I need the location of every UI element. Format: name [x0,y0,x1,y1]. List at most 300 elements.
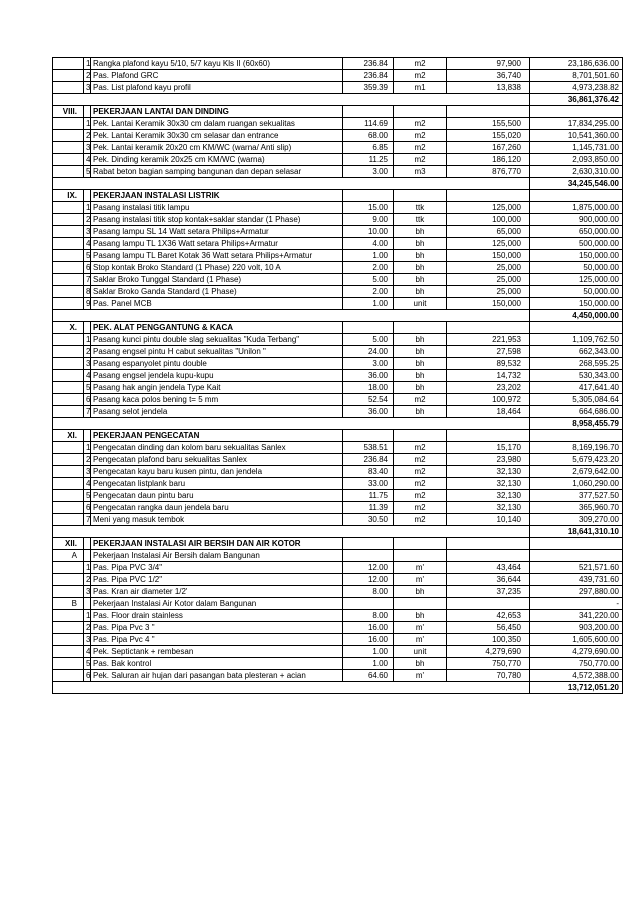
subtotal-row [53,310,623,322]
section-number: IX. [53,190,84,202]
table-row [53,478,623,490]
item-number [84,550,91,562]
item-unit: m2 [394,130,447,142]
unit-price: 42,653 [447,610,530,622]
unit-price: 18,464 [447,406,530,418]
section-number [53,214,84,226]
item-description: Rangka plafond kayu 5/10, 5/7 kayu Kls II (60x60) [91,58,343,70]
unit-price: 221,953 [447,334,530,346]
item-number: 6 [84,670,91,682]
subsection-row [53,550,623,562]
item-volume: 5.00 [343,274,394,286]
table-row [53,118,623,130]
line-total: 8,701,501.60 [530,70,623,82]
item-unit: m' [394,634,447,646]
item-unit [394,526,447,538]
item-volume: 1.00 [343,646,394,658]
section-number [53,406,84,418]
line-total: 5,679,423.20 [530,454,623,466]
item-description: Pas. Pipa Pvc 4 " [91,634,343,646]
item-number: 2 [84,130,91,142]
item-description: Pek. Dinding keramik 20x25 cm KM/WC (warna) [91,154,343,166]
item-unit: m2 [394,394,447,406]
item-unit: m2 [394,502,447,514]
item-description: Pengecatan listplank baru [91,478,343,490]
section-header-row [53,538,623,550]
item-number: 1 [84,442,91,454]
item-description: Pasang lampu TL Baret Kotak 36 Watt setara Philips+Armatur [91,250,343,262]
item-volume [343,430,394,442]
item-unit: bh [394,286,447,298]
item-number: 5 [84,490,91,502]
item-volume: 2.00 [343,262,394,274]
line-total: 2,679,642.00 [530,466,623,478]
section-number [53,142,84,154]
item-unit: m2 [394,142,447,154]
item-volume: 12.00 [343,574,394,586]
item-description: Pengecatan rangka daun jendela baru [91,502,343,514]
line-total [530,190,623,202]
item-description: Pengecatan dinding dan kolom baru sekualitas Sanlex [91,442,343,454]
item-unit: bh [394,382,447,394]
item-volume: 538.51 [343,442,394,454]
item-number: 4 [84,646,91,658]
item-volume: 11.75 [343,490,394,502]
unit-price [447,430,530,442]
item-description: Pasang instalasi titik stop kontak+saklar standar (1 Phase) [91,214,343,226]
item-description [91,418,343,430]
item-number: 1 [84,202,91,214]
line-total: 125,000.00 [530,274,623,286]
table-row [53,226,623,238]
item-description: Pasang instalasi titik lampu [91,202,343,214]
section-number [53,346,84,358]
item-description: Stop kontak Broko Standard (1 Phase) 220 volt, 10 A [91,262,343,274]
line-total: 2,630,310.00 [530,166,623,178]
item-number: 3 [84,82,91,94]
section-number [53,310,84,322]
item-unit [394,418,447,430]
section-number [53,166,84,178]
unit-price [447,538,530,550]
item-volume [343,178,394,190]
item-volume [343,598,394,610]
item-unit [394,178,447,190]
section-number [53,418,84,430]
section-number [53,634,84,646]
subtotal-value: 13,712,051.20 [530,682,623,694]
line-total: 750,770.00 [530,658,623,670]
item-number: 3 [84,586,91,598]
unit-price: 10,140 [447,514,530,526]
line-total [530,106,623,118]
table-row [53,502,623,514]
item-number: 7 [84,406,91,418]
section-number [53,490,84,502]
unit-price: 37,235 [447,586,530,598]
line-total [530,430,623,442]
table-row [53,298,623,310]
table-row [53,358,623,370]
line-total: 5,305,084.64 [530,394,623,406]
item-number: 5 [84,166,91,178]
item-volume: 1.00 [343,658,394,670]
item-unit: unit [394,298,447,310]
section-number [53,502,84,514]
line-total: 439,731.60 [530,574,623,586]
line-total: 650,000.00 [530,226,623,238]
item-description [91,178,343,190]
unit-price: 23,202 [447,382,530,394]
unit-price: 150,000 [447,250,530,262]
item-unit: m' [394,670,447,682]
line-total: 8,169,196.70 [530,442,623,454]
item-number: 3 [84,634,91,646]
item-unit: m3 [394,166,447,178]
table-row [53,406,623,418]
line-total: 4,572,388.00 [530,670,623,682]
section-number [53,130,84,142]
cost-table-body [53,58,623,694]
table-row [53,658,623,670]
item-unit [394,682,447,694]
section-number [53,478,84,490]
unit-price: 876,770 [447,166,530,178]
unit-price [447,598,530,610]
unit-price: 36,740 [447,70,530,82]
item-unit: m2 [394,442,447,454]
item-volume: 359.39 [343,82,394,94]
item-number [84,310,91,322]
item-unit: unit [394,646,447,658]
section-number [53,382,84,394]
item-volume: 5.00 [343,334,394,346]
unit-price: 750,770 [447,658,530,670]
line-total: 2,093,850.00 [530,154,623,166]
item-unit: bh [394,358,447,370]
item-description: Pasang lampu TL 1X36 Watt setara Philips+Armatur [91,238,343,250]
unit-price [447,94,530,106]
item-unit: m2 [394,58,447,70]
item-number: 3 [84,358,91,370]
item-volume [343,682,394,694]
item-unit: m' [394,622,447,634]
item-number [84,538,91,550]
item-unit: m2 [394,118,447,130]
item-unit: bh [394,262,447,274]
section-number [53,274,84,286]
item-volume: 68.00 [343,130,394,142]
item-volume: 24.00 [343,346,394,358]
unit-price: 32,130 [447,466,530,478]
item-volume: 8.00 [343,610,394,622]
item-number: 1 [84,562,91,574]
table-row [53,490,623,502]
subsection-row [53,598,623,610]
item-number [84,190,91,202]
section-number [53,262,84,274]
unit-price: 4,279,690 [447,646,530,658]
item-description: Pas. Pipa PVC 3/4" [91,562,343,574]
item-description: Pengecatan plafond baru sekualitas Sanlex [91,454,343,466]
item-unit: bh [394,274,447,286]
item-description: Pekerjaan Instalasi Air Kotor dalam Bangunan [91,598,343,610]
unit-price: 125,000 [447,238,530,250]
item-number: 3 [84,142,91,154]
item-volume: 16.00 [343,634,394,646]
item-volume: 18.00 [343,382,394,394]
item-volume: 3.00 [343,358,394,370]
unit-price [447,526,530,538]
line-total: 1,875,000.00 [530,202,623,214]
section-number [53,94,84,106]
unit-price: 23,980 [447,454,530,466]
unit-price: 186,120 [447,154,530,166]
unit-price [447,190,530,202]
item-unit: m2 [394,454,447,466]
table-row [53,154,623,166]
unit-price [447,682,530,694]
unit-price: 89,532 [447,358,530,370]
table-row [53,574,623,586]
item-number: 4 [84,478,91,490]
item-description: Saklar Broko Tunggal Standard (1 Phase) [91,274,343,286]
unit-price [447,178,530,190]
unit-price: 25,000 [447,286,530,298]
unit-price: 32,130 [447,490,530,502]
item-description: Pasang kaca polos bening t= 5 mm [91,394,343,406]
subtotal-value: 34,245,546.00 [530,178,623,190]
item-description: Pasang hak angin jendela Type Kait [91,382,343,394]
item-description: Pasang lampu SL 14 Watt setara Philips+Armatur [91,226,343,238]
item-description [91,94,343,106]
section-number [53,442,84,454]
line-total: 309,270.00 [530,514,623,526]
item-number [84,418,91,430]
item-number: 2 [84,454,91,466]
item-description: Rabat beton bagian samping bangunan dan depan selasar [91,166,343,178]
item-volume [343,550,394,562]
table-row [53,646,623,658]
item-unit [394,538,447,550]
unit-price: 100,972 [447,394,530,406]
item-description: Pasang engsel jendela kupu-kupu [91,370,343,382]
unit-price [447,310,530,322]
table-row [53,82,623,94]
table-row [53,586,623,598]
table-row [53,610,623,622]
item-number: 2 [84,214,91,226]
line-total: 377,527.50 [530,490,623,502]
item-description: Meni yang masuk tembok [91,514,343,526]
unit-price: 97,900 [447,58,530,70]
subtotal-row [53,526,623,538]
item-volume: 9.00 [343,214,394,226]
line-total: - [530,598,623,610]
item-number: 5 [84,658,91,670]
item-unit: m' [394,574,447,586]
line-total: 1,605,600.00 [530,634,623,646]
item-volume: 36.00 [343,370,394,382]
line-total: 903,200.00 [530,622,623,634]
item-volume: 11.39 [343,502,394,514]
line-total: 530,343.00 [530,370,623,382]
section-number [53,454,84,466]
item-description: Pas. Plafond GRC [91,70,343,82]
line-total: 1,145,731.00 [530,142,623,154]
item-unit [394,94,447,106]
item-volume: 236.84 [343,58,394,70]
unit-price: 32,130 [447,502,530,514]
item-volume: 15.00 [343,202,394,214]
item-number [84,430,91,442]
table-row [53,202,623,214]
item-unit: m2 [394,478,447,490]
section-number [53,82,84,94]
item-description: Pek. Lantai keramik 20x20 cm KM/WC (warna/ Anti slip) [91,142,343,154]
line-total: 341,220.00 [530,610,623,622]
item-volume: 4.00 [343,238,394,250]
item-unit [394,310,447,322]
section-number [53,622,84,634]
item-description: Pasang kunci pintu double slag sekualitas "Kuda Terbang" [91,334,343,346]
section-number [53,298,84,310]
item-description: Pek. Saluran air hujan dari pasangan bata plesteran + acian [91,670,343,682]
item-unit: bh [394,610,447,622]
unit-price: 155,020 [447,130,530,142]
item-volume: 1.00 [343,250,394,262]
section-number [53,358,84,370]
item-volume [343,190,394,202]
item-unit: m' [394,562,447,574]
section-number [53,334,84,346]
subtotal-row [53,418,623,430]
section-header-row [53,106,623,118]
item-number: 2 [84,622,91,634]
item-volume: 2.00 [343,286,394,298]
item-number [84,94,91,106]
item-description: Pek. Lantai Keramik 30x30 cm dalam ruangan sekualitas [91,118,343,130]
section-number [53,226,84,238]
section-number [53,562,84,574]
subtotal-value: 4,450,000.00 [530,310,623,322]
item-number: 1 [84,118,91,130]
line-total: 297,880.00 [530,586,623,598]
item-volume: 8.00 [343,586,394,598]
line-total: 500,000.00 [530,238,623,250]
item-description: PEKERJAAN LANTAI DAN DINDING [91,106,343,118]
item-volume: 236.84 [343,454,394,466]
section-number [53,58,84,70]
line-total: 1,109,762.50 [530,334,623,346]
line-total: 1,060,290.00 [530,478,623,490]
item-volume: 52.54 [343,394,394,406]
item-unit: bh [394,250,447,262]
item-unit: ttk [394,214,447,226]
line-total [530,322,623,334]
table-row [53,670,623,682]
line-total [530,550,623,562]
line-total: 365,960.70 [530,502,623,514]
item-description: Pas. Pipa Pvc 3 " [91,622,343,634]
unit-price: 32,130 [447,478,530,490]
item-unit [394,430,447,442]
item-number [84,598,91,610]
section-number [53,178,84,190]
item-number [84,178,91,190]
item-volume: 11.25 [343,154,394,166]
unit-price: 155,500 [447,118,530,130]
item-volume [343,94,394,106]
item-description: Pas. Floor drain stainless [91,610,343,622]
item-volume [343,526,394,538]
section-number [53,118,84,130]
unit-price: 25,000 [447,274,530,286]
section-number [53,286,84,298]
unit-price [447,106,530,118]
item-unit [394,106,447,118]
item-unit: bh [394,238,447,250]
section-number [53,670,84,682]
item-volume: 30.50 [343,514,394,526]
table-row [53,58,623,70]
unit-price: 56,450 [447,622,530,634]
item-unit: m2 [394,490,447,502]
subtotal-value: 18,641,310.10 [530,526,623,538]
item-unit: bh [394,346,447,358]
section-number [53,574,84,586]
item-description: Pasang selot jendela [91,406,343,418]
item-volume: 12.00 [343,562,394,574]
line-total: 17,834,295.00 [530,118,623,130]
subtotal-row [53,178,623,190]
item-description: Pek. Septictank + rembesan [91,646,343,658]
item-unit: bh [394,586,447,598]
section-number [53,370,84,382]
section-number [53,586,84,598]
table-row [53,442,623,454]
section-number [53,154,84,166]
item-number: 6 [84,262,91,274]
table-row [53,142,623,154]
item-number: 1 [84,334,91,346]
table-row [53,514,623,526]
unit-price: 100,350 [447,634,530,646]
table-row [53,334,623,346]
unit-price: 150,000 [447,298,530,310]
section-number [53,610,84,622]
section-number [53,646,84,658]
unit-price: 36,644 [447,574,530,586]
item-unit [394,598,447,610]
item-volume: 3.00 [343,166,394,178]
item-description: Pas. Pipa PVC 1/2" [91,574,343,586]
item-unit: m2 [394,154,447,166]
item-volume: 10.00 [343,226,394,238]
line-total: 662,343.00 [530,346,623,358]
item-description: Pengecatan kayu baru kusen pintu, dan jendela [91,466,343,478]
subtotal-row [53,94,623,106]
item-description: Pas. Bak kontrol [91,658,343,670]
item-number: 6 [84,502,91,514]
item-number: 4 [84,370,91,382]
line-total: 50,000.00 [530,262,623,274]
unit-price [447,322,530,334]
table-row [53,562,623,574]
item-unit: m2 [394,70,447,82]
cost-estimate-sheet [52,57,622,694]
item-unit: bh [394,334,447,346]
